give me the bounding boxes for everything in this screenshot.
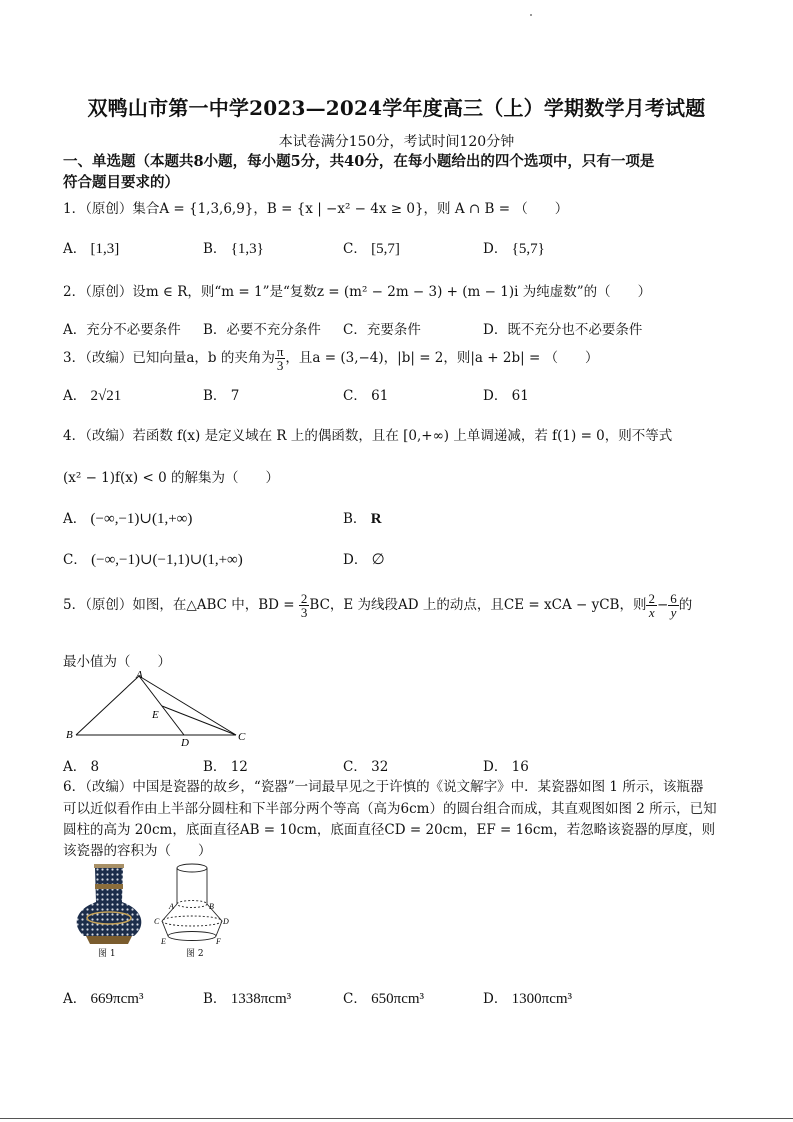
q5-option-c: C． 32 <box>343 759 389 775</box>
q6-option-c: C． 650πcm³ <box>343 991 425 1007</box>
question-2 <box>63 280 651 300</box>
question-number: 5． <box>63 597 86 613</box>
q4-option-d: D． ∅ <box>343 552 385 568</box>
vase-rim <box>94 864 124 868</box>
q1-option-a: A． [1,3] <box>63 241 120 257</box>
expr-fraction-1: $\frac{2}{x}$ <box>648 591 655 620</box>
vase-neck-band <box>95 884 123 889</box>
exam-info: 本试卷满分150分，考试时间120分钟 <box>278 134 515 150</box>
side-ac <box>139 676 236 735</box>
q3-option-d: D． 61 <box>483 388 529 404</box>
point-b-label: B <box>66 729 73 741</box>
scan-dot <box>530 14 532 16</box>
vase-diagram <box>150 860 235 948</box>
side-ab <box>76 676 139 735</box>
figure-2-caption: 图 2 <box>186 949 204 959</box>
question-text-cont: ，且a = (3,−4)，|b| = 2，则|a + 2b| = （ ） <box>285 350 599 366</box>
question-number: 3． <box>63 350 86 366</box>
cylinder-base <box>177 901 207 908</box>
question-text: （原创）如图，在△ABC 中，BD = <box>85 597 299 613</box>
question-text: （改编）若函数 f(x) 是定义域在 R 上的偶函数，且在 [0,+∞) 上单调递减，若 f(1) = 0，则不等式 <box>85 428 673 444</box>
question-text: （改编）中国是瓷器的故乡，“瓷器”一词最早见之于许慎的《说文解字》中．某瓷器如图 1 所示，该瓶器 <box>85 779 704 795</box>
question-1 <box>63 197 568 217</box>
q1-option-c: C． [5,7] <box>343 241 400 257</box>
question-text-cont: BC，E 为线段AD 上的动点，且CE = xCA − yCB，则 <box>309 597 647 613</box>
angle-fraction: $\frac{\pi}{3}$ <box>276 344 284 373</box>
diagram-label-c: C <box>154 917 160 926</box>
q2-option-a: A．充分不必要条件 <box>63 322 181 338</box>
question-number: 4． <box>63 428 86 444</box>
question-text: （原创）集合A = {1,3,6,9}，B = {x | −x² − 4x ≥ 0}，则 A ∩ B = （ ） <box>85 201 569 217</box>
question-3 <box>63 345 599 372</box>
point-e-label: E <box>152 709 159 721</box>
q6-option-a: A． 669πcm³ <box>63 991 144 1007</box>
diagram-label-e: E <box>161 937 166 946</box>
vase-base <box>168 932 216 941</box>
diagram-label-a: A <box>169 902 174 911</box>
question-5-cont: 最小值为（ ） <box>63 654 171 670</box>
vase-body <box>77 902 142 936</box>
q3-option-c: C． 61 <box>343 388 389 404</box>
widest-section <box>162 916 222 926</box>
question-5: 5．（原创）如图，在△ABC 中，BD = $\frac{2}{3}$ BC，E 为线段AD 上的动点，且CE = xCA − yCB，则 $\frac{2}{x}$ − $\frac{6}{y}$ 的 <box>63 591 693 620</box>
page-bottom-rule <box>0 1118 793 1119</box>
cylinder-top <box>177 864 207 872</box>
question-number: 6． <box>63 779 86 795</box>
q6-option-d: D． 1300πcm³ <box>483 991 573 1007</box>
page-title: 双鸭山市第一中学2023—2024学年度高三（上）学期数学月考试题 <box>87 96 706 120</box>
point-c-label: C <box>238 731 246 743</box>
diagram-label-b: B <box>209 902 214 911</box>
ratio-fraction: $\frac{2}{3}$ <box>300 591 308 620</box>
question-text: （原创）设m ∈ R，则“m = 1”是“复数z = (m² − 2m − 3) + (m − 1)i 为纯虚数”的（ ） <box>85 284 652 300</box>
q4-option-b: B． R <box>343 511 382 527</box>
section-heading-cont: 符合题目要求的） <box>63 174 179 191</box>
question-4-cont: (x² − 1)f(x) < 0 的解集为（ ） <box>63 470 279 486</box>
vase-foot <box>86 936 132 944</box>
q5-option-a: A． 8 <box>63 759 100 775</box>
q3-option-a: A． 2√21 <box>63 388 122 404</box>
q5-option-b: B． 12 <box>203 759 248 775</box>
point-a-label: A <box>136 669 143 681</box>
q4-option-c: C． (−∞,−1)∪(−1,1)∪(1,+∞) <box>63 552 243 568</box>
question-text: （改编）已知向量a，b 的夹角为 <box>85 350 275 366</box>
q2-option-d: D．既不充分也不必要条件 <box>483 322 643 338</box>
q5-option-d: D． 16 <box>483 759 529 775</box>
expr-fraction-2: $\frac{6}{y}$ <box>670 591 677 620</box>
q2-option-b: B．必要不充分条件 <box>203 322 321 338</box>
question-6-line4: 该瓷器的容积为（ ） <box>63 843 212 859</box>
q1-option-b: B． {1,3} <box>203 241 264 257</box>
point-d-label: D <box>181 737 189 748</box>
question-6-line3: 圆柱的高为 20cm，底面直径AB = 10cm，底面直径CD = 20cm，EF = 16cm，若忽略该瓷器的厚度，则 <box>63 822 716 838</box>
triangle-figure <box>60 668 250 748</box>
question-number: 1． <box>63 201 86 217</box>
q1-option-d: D． {5,7} <box>483 241 545 257</box>
question-number: 2． <box>63 284 86 300</box>
q3-option-b: B． 7 <box>203 388 240 404</box>
question-6-line2: 可以近似看作由上半部分圆柱和下半部分两个等高（高为6cm）的圆台组合而成，其直观图如图 2 所示，已知 <box>63 801 717 817</box>
figure-1-caption: 图 1 <box>98 949 116 959</box>
q2-option-c: C．充要条件 <box>343 322 421 338</box>
lower-frustum-left <box>162 921 168 936</box>
question-6 <box>63 775 703 795</box>
section-heading: 一、单选题（本题共8小题，每小题5分，共40分，在每小题给出的四个选项中，只有一项是 <box>63 153 655 170</box>
question-4 <box>63 424 672 444</box>
segment-ad <box>139 676 184 735</box>
vase-photo <box>70 862 150 947</box>
q4-option-a: A． (−∞,−1)∪(1,+∞) <box>63 511 193 527</box>
diagram-label-d: D <box>223 917 229 926</box>
q6-option-b: B． 1338πcm³ <box>203 991 292 1007</box>
diagram-label-f: F <box>216 937 221 946</box>
